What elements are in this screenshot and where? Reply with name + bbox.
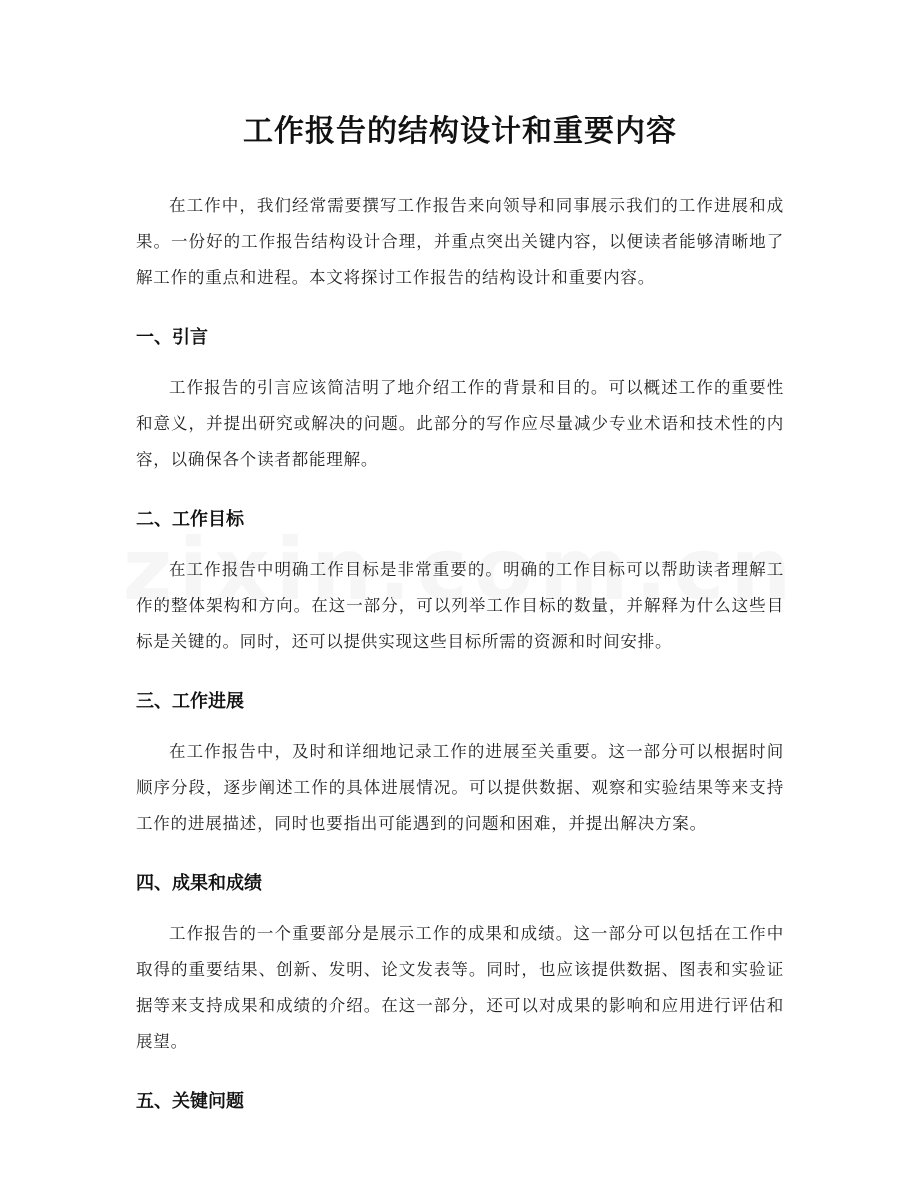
section-work-goals: [136, 502, 784, 660]
section-heading: 三、工作进展: [136, 691, 244, 712]
document-title: 工作报告的结构设计和重要内容: [243, 114, 677, 149]
section-achievements: [136, 866, 784, 1060]
section-paragraph: 工作报告的一个重要部分是展示工作的成果和成绩。这一部分可以包括在工作中取得的重要结果、创新、发明、论文发表等。同时，也应该提供数据、图表和实验证据等来支持成果和成绩的介绍。在这一部分，还可以对成果的影响和应用进行评估和展望。: [136, 924, 784, 1051]
section-paragraph: 在工作报告中，及时和详细地记录工作的进展至关重要。这一部分可以根据时间顺序分段，逐步阐述工作的具体进展情况。可以提供数据、观察和实验结果等来支持工作的进展描述，同时也要指出可能遇到的问题和困难，并提出解决方案。: [136, 742, 784, 833]
intro-paragraph: 在工作中，我们经常需要撰写工作报告来向领导和同事展示我们的工作进展和成果。一份好的工作报告结构设计合理，并重点突出关键内容，以便读者能够清晰地了解工作的重点和进程。本文将探讨工作报告的结构设计和重要内容。: [136, 196, 784, 287]
section-work-progress: [136, 684, 784, 842]
section-key-issues: [136, 1084, 784, 1120]
section-heading: 二、工作目标: [136, 509, 244, 530]
section-heading: 一、引言: [136, 327, 208, 348]
section-paragraph: 在工作报告中明确工作目标是非常重要的。明确的工作目标可以帮助读者理解工作的整体架构和方向。在这一部分，可以列举工作目标的数量，并解释为什么这些目标是关键的。同时，还可以提供实现这些目标所需的资源和时间安排。: [136, 560, 784, 651]
section-paragraph: 工作报告的引言应该简洁明了地介绍工作的背景和目的。可以概述工作的重要性和意义，并提出研究或解决的问题。此部分的写作应尽量减少专业术语和技术性的内容，以确保各个读者都能理解。: [136, 378, 784, 469]
section-heading: 四、成果和成绩: [136, 873, 262, 894]
section-introduction: [136, 320, 784, 478]
section-heading: 五、关键问题: [136, 1091, 244, 1112]
